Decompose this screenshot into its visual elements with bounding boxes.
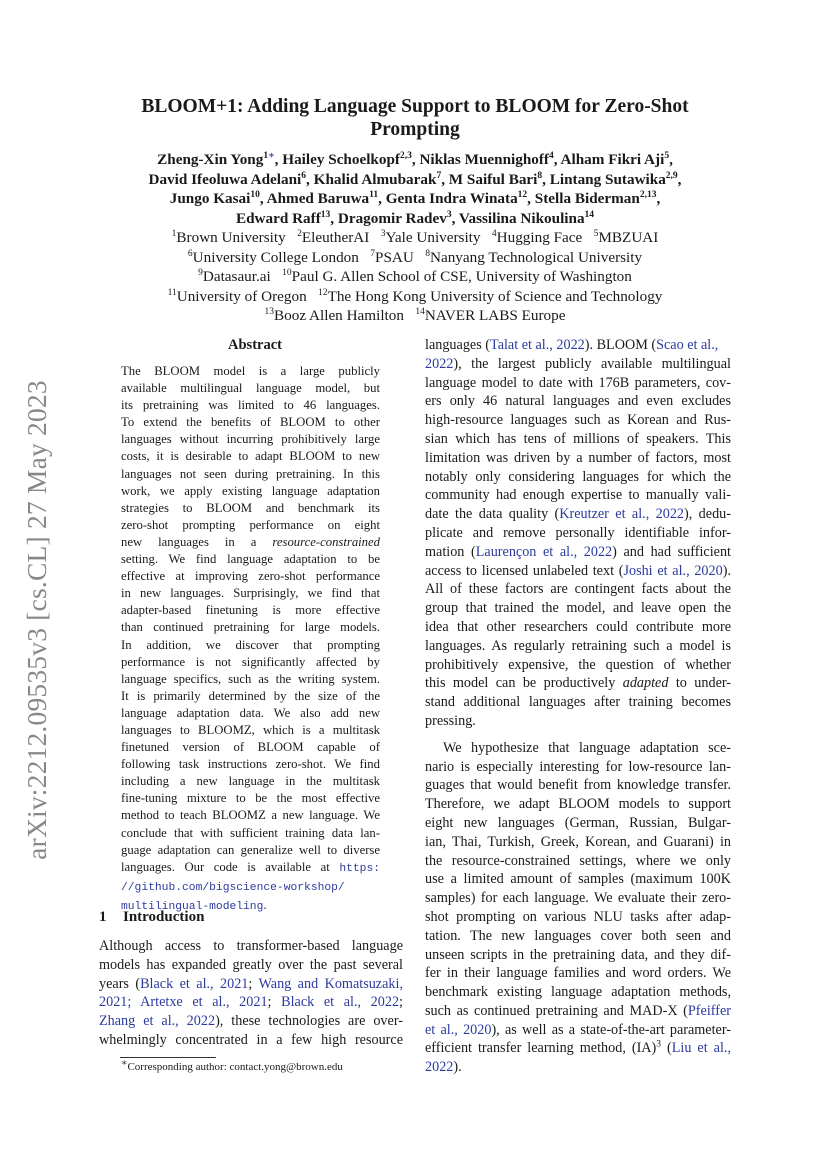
abstract-emphasis: resource-constrained [272,534,381,549]
affiliation-list [110,228,720,326]
affil-sup: 5 [593,228,599,239]
citation-link[interactable]: Scao et al., [656,337,719,353]
author-affil-sup: 6 [301,170,307,181]
body-line: languages. As regularly retraining such a model is [425,637,731,654]
citation-link[interactable]: Talat et al., 2022 [490,337,585,353]
body-line: Therefore, we adapt BLOOM models to support [425,796,731,813]
affiliation: EleutherAI [301,229,370,246]
author-name: Hailey Schoelkopf [282,151,400,168]
body-text: efficient transfer learning method, (IA) [425,1040,657,1057]
author-line: Edward Raff$^{13}$, Dragomir Radev$^3$, Vassilina Nikoulina$^{14}$ [235,209,595,227]
author-name: David Ifeoluwa Adelani [148,170,302,188]
author-line: Zheng-Xin Yong$^{1∗}$, Hailey Schoelkopf$^{2,3}$, Niklas Muennighoff$^4$, Alham Fikri Aji$^5$, [157,150,673,168]
body-line: limitation was driven by a number of factors, most [425,449,731,466]
affil-sup: 8 [425,248,430,259]
author-affil-sup: 8 [537,170,543,181]
author-name: Khalid Almubarak [313,170,437,188]
author-affil-sup: 7 [436,170,442,181]
abstract-line: performance is not significantly affected by [121,654,380,669]
author-line: David Ifeoluwa Adelani$^6$, Khalid Almubarak$^7$, M Saiful Bari$^8$, Lintang Sutawika$^{2,9}$, [148,170,682,188]
author-name: Lintang Sutawika [549,170,666,188]
body-line: guages that would benefit from knowledge transfer. [425,777,731,794]
affil-sup: 7 [370,248,376,259]
affil-sup: 13 [264,306,275,317]
affiliation-line [110,287,720,307]
body-line [425,1021,731,1040]
citation-link[interactable]: Black et al., 2021 [140,975,249,992]
body-line: plicate and remove personally identifiable infor- [425,524,731,541]
body-line: 2021; Artetxe et al., 2021; Black et al., 2022; [99,994,403,1011]
affiliation: Nanyang Technological University [430,248,643,266]
affil-sup: 6 [187,248,193,259]
abstract-line: languages to BLOOMZ, which is a multitask [121,722,380,737]
abstract-line: its pretraining was limited to 46 languages. [121,398,380,413]
title-line-1: BLOOM+1: Adding Language Support to BLOOM for Zero-Shot [141,96,689,117]
abstract-line: setting. We find language adaptation to be [121,552,380,567]
citation-link[interactable]: Laurençon et al., 2022 [475,543,613,560]
author-affil-sup: 10 [250,189,260,200]
citation-link[interactable]: Joshi et al., 2020 [623,562,723,579]
affiliation: MBZUAI [598,229,659,246]
footnote-text: Corresponding author: contact.yong@brown.edu [127,1061,343,1073]
abstract-line: In addition, we discover that prompting [121,637,380,652]
abstract-line: following task instructions zero-shot. We find [121,757,380,772]
title-line-2: Prompting [370,119,460,140]
abstract-line: available multilingual language model, but [121,381,380,396]
body-text: ). BLOOM ( [584,337,657,353]
citation-link[interactable]: 2022 [425,355,454,372]
body-text: ). [453,1059,462,1076]
arxiv-sidebar-stamp [22,360,52,880]
author-affil-sup: 2,9 [665,170,678,181]
affiliation-line [110,248,720,268]
author-name: Genta Indra Winata [385,190,518,207]
body-line [99,1012,403,1031]
code-link[interactable]: multilingual-modeling [121,900,264,913]
body-line [425,1058,731,1077]
ia-superscript: 3 [656,1039,662,1050]
affiliation: University of Oregon [176,287,307,305]
body-line [425,543,731,562]
body-line: ian, Thai, Turkish, Greek, Korean, and Guarani) in [425,833,731,850]
affiliation: Datasaur.ai [202,268,271,285]
author-affil-sup: 11 [369,189,379,200]
abstract-line: adapter-based finetuning is more effective [121,603,380,618]
body-text: years ( [99,975,141,992]
body-line [425,674,731,693]
body-line [425,562,731,581]
author-name: Zheng-Xin Yong [157,151,264,168]
citation-link[interactable]: Artetxe et al., 2021 [140,994,268,1011]
abstract-body [121,363,380,916]
affil-sup: 4 [491,228,497,239]
affiliation: Booz Allen Hamilton [274,307,404,324]
affiliation: PSAU [375,248,414,266]
body-line: tation. The new languages cover both seen and [425,927,731,944]
author-affil-sup: 4 [549,150,554,161]
body-line: the resource-constrained settings, where we only [425,852,731,869]
corresponding-author-mark[interactable]: ∗ [268,150,275,161]
author-affil-sup: 12 [517,189,528,200]
body-line: language model to date with 176B parameters, cov- [425,374,731,391]
author-affil-sup: 5 [664,150,670,161]
section-heading-introduction [99,909,204,926]
intro-left-column [99,937,403,1050]
body-text: date the data quality ( [425,506,560,523]
intro-right-column [425,336,731,1077]
abstract-line: costs, it is desirable to adapt BLOOM to new [121,449,380,464]
citation-link[interactable]: 2022 [425,1059,454,1076]
citation-link[interactable]: Black et al., 2022 [281,994,400,1011]
abstract-line: method to teach BLOOMZ a new language. We [121,808,380,823]
author-affil-sup: 2,3 [399,150,412,161]
affiliation: Hugging Face [496,229,583,246]
footnote-mark: ∗ [121,1058,128,1069]
body-text: ), dedu- [684,506,731,523]
abstract-line: work, we apply existing language adaptation [121,483,380,498]
abstract-line: language specifics, such as the writing system. [121,671,380,686]
author-affil-sup: 13 [320,209,331,220]
citation-link[interactable]: 2021; [99,994,132,1011]
abstract-text: new languages in a [121,534,257,549]
body-text: ) and had sufficient [612,543,731,560]
citation-link[interactable]: Liu et al., [671,1040,731,1057]
affil-sup: 12 [318,287,328,298]
body-line: models has expanded greatly over the past several [99,956,403,973]
abstract-line [121,534,380,551]
body-line: benchmark existing language adaptation methods, [425,984,731,1001]
body-line: notably only considering languages for which the [425,468,731,485]
affiliation: Yale University [385,229,481,246]
affiliation: NAVER LABS Europe [424,307,566,324]
author-list [110,150,720,228]
abstract-text: . [263,897,267,912]
body-line: ers only 46 natural languages and even excludes [425,393,731,410]
abstract-heading: Abstract [228,337,282,353]
body-line: years (Black et al., 2021; Wang and Komatsuzaki, [99,975,403,992]
affil-sup: 3 [380,228,386,239]
body-line: shot prompting on various NLU tasks after adap- [425,908,731,925]
author-name: Alham Fikri Aji [560,151,665,168]
author-name: M Saiful Bari [448,170,538,188]
body-line: prohibitively expensive, the question of whether [425,656,731,673]
body-text: ). [722,562,731,579]
body-line: Although access to transformer-based language [99,938,403,954]
affiliation-line [110,228,720,248]
affiliation: The Hong Kong University of Science and Technology [327,287,663,305]
body-line [425,1039,731,1058]
affiliation: Brown University [176,229,286,246]
section-title: Introduction [123,909,205,925]
body-text: ), these technologies are over- [215,1013,403,1030]
abstract-line: in new languages. Surprisingly, we find that [121,586,380,601]
abstract-text: languages. Our code is available at [121,859,330,874]
body-text: this model can be productively [425,675,616,692]
body-line: group that trained the model, and leave open the [425,600,731,617]
abstract-line: It is primarily determined by the size of the [121,688,380,703]
abstract-line: fine-tuning mixture to be the most effective [121,791,380,806]
abstract-line [121,859,380,878]
body-line [425,505,731,524]
author-name: Ahmed Baruwa [266,190,370,207]
citation-link[interactable]: Kreutzer et al., 2022 [559,506,685,523]
abstract-line: languages not seen during pretraining. In this [121,466,380,481]
body-line: idea that other researchers could contribute more [425,618,731,635]
author-name: Dragomir Radev [337,209,447,227]
body-line [425,336,731,355]
author-name: Edward Raff [235,209,321,227]
body-line: All of these factors are contingent facts about the [425,581,731,598]
affiliation-line [110,267,720,287]
abstract-line: languages without incurring prohibitively large [121,432,380,447]
body-text: ( [667,1040,672,1057]
abstract-line: than continued pretraining for large models. [121,620,380,635]
body-line: pressing. [425,712,476,729]
body-text: such as continued pretraining and MAD-X ( [425,1002,688,1019]
affiliation-line [110,306,720,326]
body-line: nario is especially interesting for low-resource lan- [425,758,731,775]
body-line [425,1002,731,1021]
abstract-line: finetuned version of BLOOM capable of [121,740,380,755]
abstract-line: zero-shot prompting performance on eight [121,517,380,532]
footnote-rule [120,1057,216,1058]
body-text: ), as well as a state-of-the-art parameter- [491,1021,731,1038]
affil-sup: 9 [198,267,203,278]
author-affil-sup: 1 [263,150,269,161]
section-number: 1 [99,909,107,925]
body-line: use a limited amount of samples (maximum 100K [425,871,731,888]
abstract-line: language adaptation data. We also add new [121,705,380,720]
abstract-line [121,878,380,897]
body-text: ), the largest publicly available multilingual [453,355,731,372]
body-line: fer in their language families and word orders. We [425,965,731,982]
affil-sup: 1 [171,228,177,239]
citation-link[interactable]: Wang and Komatsuzaki, [258,975,403,992]
citation-link[interactable]: et al., 2020 [425,1021,492,1038]
body-line: eight new languages (German, Russian, Bulgar- [425,814,731,831]
arxiv-identifier: arXiv:2212.09535v3 [cs.CL] 27 May 2023 [21,380,52,860]
author-affil-sup: 2,13 [639,189,657,200]
paper-title [120,95,710,141]
author-affil-sup: 14 [584,209,595,220]
abstract-line: conclude that with sufficient training data lan- [121,825,380,840]
author-line: Jungo Kasai$^{10}$, Ahmed Baruwa$^{11}$, Genta Indra Winata$^{12}$, Stella Biderman$^{2,13}$, [169,189,661,207]
affil-sup: 14 [415,306,425,317]
abstract-line: guage adaptation can generalize well to diverse [121,842,380,857]
body-line: unseen scripts in the pretraining data, and they dif- [425,946,731,963]
body-line: samples) for each language. We evaluate their zero- [425,890,731,907]
body-line: high-resource languages such as Korean and Rus- [425,412,731,429]
affiliation: Paul G. Allen School of CSE, University of Washington [291,268,632,285]
body-line [425,355,731,374]
body-line: whelmingly concentrated in a few high resource [99,1031,403,1048]
abstract-line: including a new language in the multitask [121,774,380,789]
body-line: community had enough expertise to manually vali- [425,487,731,504]
body-line: sian which has tens of millions of speakers. This [425,430,731,447]
affiliation: University College London [192,248,359,266]
author-name: Stella Biderman [534,190,640,207]
abstract-line: strategies to BLOOM and benchmark its [121,500,380,515]
abstract-line: The BLOOM model is a large publicly [121,364,380,378]
affil-sup: 11 [167,287,177,298]
code-link[interactable]: //github.com/bigscience-workshop/ [121,881,345,894]
footnote [121,1058,343,1073]
author-name: Niklas Muennighoff [419,151,549,168]
author-name: Vassilina Nikoulina [458,209,585,227]
abstract-line: effective at improving zero-shot performance [121,569,380,584]
abstract-line: To extend the benefits of BLOOM to other [121,415,380,430]
body-line: stand additional languages after training becomes [425,694,731,711]
citation-link[interactable]: Zhang et al., 2022 [99,1013,216,1030]
body-text: languages ( [425,337,491,353]
body-text: mation ( [425,543,476,560]
affil-sup: 10 [282,267,292,278]
body-text: access to licensed unlabeled text ( [425,562,624,579]
affil-sup: 2 [297,228,302,239]
body-emphasis: adapted [622,675,669,692]
code-link[interactable]: https: [339,862,381,875]
author-affil-sup: 3 [446,209,452,220]
body-text: to under- [675,675,732,692]
author-name: Jungo Kasai [169,190,251,207]
body-line: We hypothesize that language adaptation sce- [443,739,731,756]
citation-link[interactable]: Pfeiffer [687,1002,731,1019]
